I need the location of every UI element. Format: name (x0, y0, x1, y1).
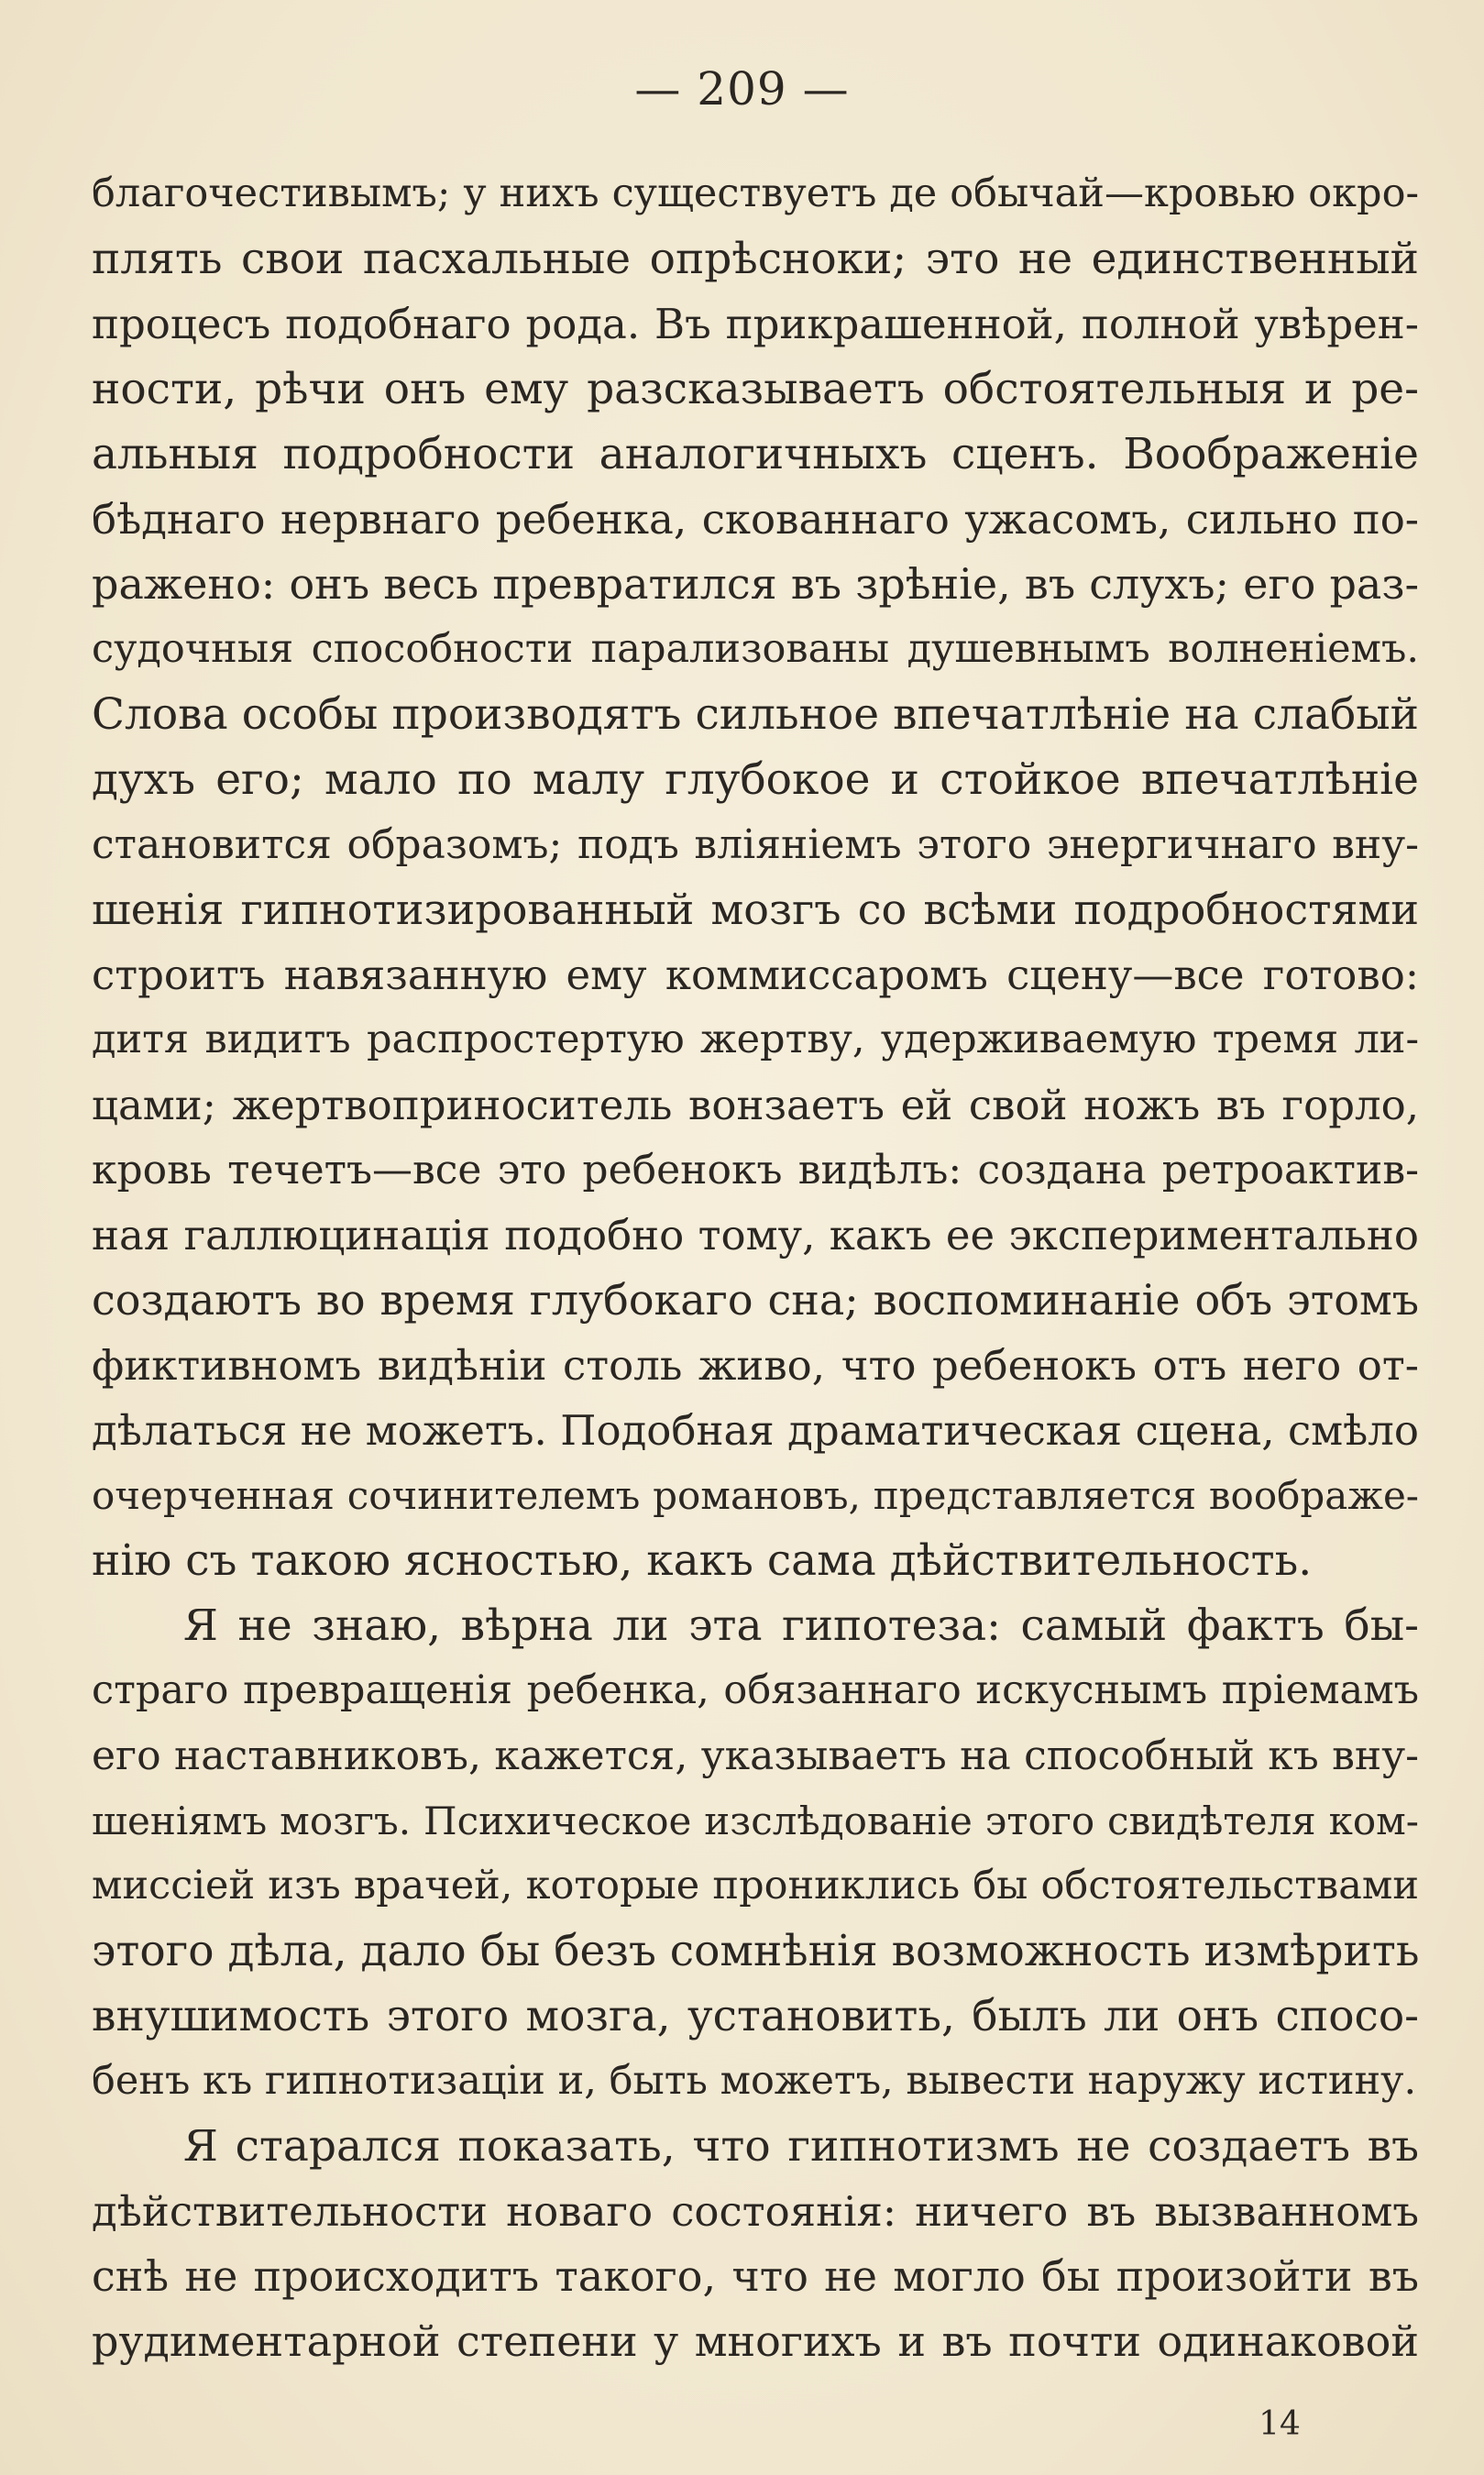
text-line: очерченная сочинителемъ романовъ, представляется воображе- (92, 1473, 1419, 1518)
text-line: миссіей изъ врачей, которые прониклись бы обстоятельствами (92, 1863, 1419, 1908)
text-line: становится образомъ; подъ вліяніемъ этого энергичнаго вну- (92, 821, 1419, 868)
text-line: ности, рѣчи онъ ему разсказываетъ обстоятельныя и ре- (92, 364, 1419, 414)
text-line: этого дѣла, дало бы безъ сомнѣнія возможность измѣрить (92, 1926, 1419, 1976)
text-line: дѣлаться не можетъ. Подобная драматическая сцена, смѣло (92, 1406, 1419, 1455)
text-line: дитя видитъ распростертую жертву, удерживаемую тремя ли- (92, 1017, 1419, 1062)
text-line: плять свои пасхальные опрѣсноки; это не единственный (92, 234, 1419, 284)
text-line: альныя подробности аналогичныхъ сценъ. Воображеніе (92, 429, 1419, 479)
text-line: ражено: онъ весь превратился въ зрѣніе, въ слухъ; его раз- (92, 559, 1419, 609)
text-line: шенія гипнотизированный мозгъ со всѣми подробностями (92, 885, 1419, 934)
text-line: процесъ подобнаго рода. Въ прикрашенной, полной увѣрен- (92, 300, 1419, 348)
text-line: кровь течетъ—все это ребенокъ видѣлъ: создана ретроактив- (92, 1147, 1419, 1194)
text-line: внушимость этого мозга, установить, былъ ли онъ спосо- (92, 1991, 1419, 2041)
text-line: страго превращенія ребенка, обязаннаго искуснымъ пріемамъ (92, 1667, 1419, 1713)
text-line: благочестивымъ; у нихъ существуетъ де обычай—кровью окро- (92, 170, 1419, 216)
text-line: ная галлюцинація подобно тому, какъ ее экспериментально (92, 1211, 1419, 1260)
text-line: Я не знаю, вѣрна ли эта гипотеза: самый фактъ бы- (183, 1600, 1419, 1651)
text-line: дѣйствительности новаго состоянія: ничего въ вызванномъ (92, 2187, 1419, 2236)
text-line: шеніямъ мозгъ. Психическое изслѣдованіе этого свидѣтеля ком- (92, 1798, 1419, 1843)
text-line: строитъ навязанную ему коммиссаромъ сцену—все готово: (92, 951, 1419, 999)
text-line: судочныя способности парализованы душевнымъ волненіемъ. (92, 626, 1419, 672)
body-text (92, 161, 1419, 2374)
text-line: бенъ къ гипнотизаціи и, быть можетъ, вывести наружу истину. (92, 2058, 1417, 2104)
text-line: создаютъ во время глубокаго сна; воспоминаніе объ этомъ (92, 1275, 1419, 1325)
text-line: фиктивномъ видѣніи столь живо, что ребенокъ отъ него от- (92, 1341, 1419, 1390)
text-line: рудиментарной степени у многихъ и въ почти одинаковой (92, 2316, 1419, 2366)
text-line: Слова особы производятъ сильное впечатлѣніе на слабый (92, 689, 1419, 740)
text-line: цами; жертвоприноситель вонзаетъ ей свой ножъ въ горло, (92, 1081, 1419, 1129)
text-line: его наставниковъ, кажется, указываетъ на способный къ вну- (92, 1732, 1419, 1779)
text-line: снѣ не происходитъ такого, что не могло бы произойти въ (92, 2251, 1419, 2301)
signature-mark: 14 (1259, 2405, 1301, 2443)
text-line: духъ его; мало по малу глубокое и стойкое впечатлѣніе (92, 754, 1419, 805)
text-line: нію съ такою ясностью, какъ сама дѣйствительность. (92, 1535, 1313, 1586)
text-line: бѣднаго нервнаго ребенка, скованнаго ужасомъ, сильно по- (92, 495, 1419, 544)
text-line: Я старался показать, что гипнотизмъ не создаетъ въ (183, 2121, 1419, 2172)
page-number: — 209 — (634, 62, 850, 116)
